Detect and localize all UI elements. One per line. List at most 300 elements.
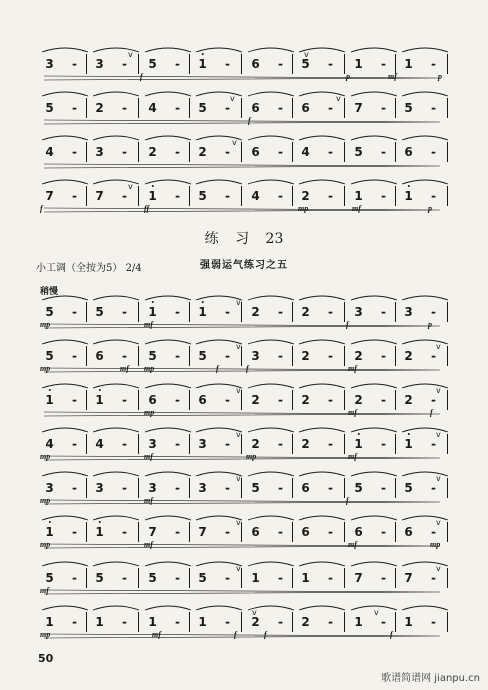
- note: 4: [148, 101, 157, 115]
- breath-mark: v: [128, 182, 133, 191]
- duration-dash: -: [72, 101, 77, 115]
- hairpin-lines: [44, 590, 440, 594]
- duration-dash: -: [381, 101, 386, 115]
- hairpin-lines: [44, 500, 440, 504]
- note: 3: [45, 481, 54, 495]
- duration-dash: -: [122, 571, 127, 585]
- dynamic-mark: ff: [144, 204, 150, 213]
- breath-mark: v: [436, 386, 441, 395]
- note: 7: [198, 525, 207, 539]
- note: 2: [301, 615, 310, 629]
- slur: [299, 296, 345, 300]
- note: 5: [404, 101, 413, 115]
- slur: [248, 516, 294, 520]
- exercise-subtitle: 强弱运气练习之五: [200, 260, 288, 271]
- duration-dash: -: [328, 393, 333, 407]
- slur-arcs: [36, 334, 448, 378]
- breath-mark: v: [236, 298, 241, 307]
- note: 2: [301, 437, 310, 451]
- note: 1: [148, 615, 157, 629]
- score-row: [36, 600, 448, 644]
- duration-dash: -: [381, 57, 386, 71]
- duration-dash: -: [431, 525, 436, 539]
- duration-dash: -: [431, 189, 436, 203]
- note: 3: [148, 481, 157, 495]
- breath-mark: v: [232, 138, 237, 147]
- note: 3: [95, 57, 104, 71]
- note: 5: [45, 349, 54, 363]
- slur: [145, 516, 191, 520]
- duration-dash: -: [381, 525, 386, 539]
- breath-mark: v: [304, 50, 309, 59]
- duration-dash: -: [381, 481, 386, 495]
- score-row: [36, 378, 448, 422]
- dynamic-mark: mf: [348, 408, 357, 417]
- note: 4: [251, 189, 260, 203]
- breath-mark: v: [436, 474, 441, 483]
- slur: [299, 516, 345, 520]
- duration-dash: -: [225, 571, 230, 585]
- note: 5: [95, 571, 104, 585]
- exercise-title: [0, 228, 488, 248]
- duration-dash: -: [328, 101, 333, 115]
- breath-mark: v: [230, 94, 235, 103]
- dynamic-mark: p: [346, 72, 350, 81]
- duration-dash: -: [381, 615, 386, 629]
- note: 1: [354, 189, 363, 203]
- duration-dash: -: [225, 615, 230, 629]
- duration-dash: -: [381, 189, 386, 203]
- note: 2: [251, 305, 260, 319]
- note: 6: [354, 525, 363, 539]
- dynamic-mark: mf: [144, 540, 153, 549]
- note: 1: [196, 305, 210, 319]
- slur: [42, 428, 88, 432]
- slur-arcs: [36, 130, 448, 174]
- note: 3: [198, 481, 207, 495]
- duration-dash: -: [381, 349, 386, 363]
- duration-dash: -: [72, 393, 77, 407]
- slur: [248, 428, 294, 432]
- note: 6: [95, 349, 104, 363]
- dynamic-mark: mf: [348, 452, 357, 461]
- duration-dash: -: [122, 57, 127, 71]
- note: 1: [196, 57, 210, 71]
- duration-dash: -: [381, 145, 386, 159]
- score-row: [36, 334, 448, 378]
- hairpin-lines: [44, 208, 440, 212]
- slur-arcs: [36, 600, 448, 644]
- slur: [93, 384, 139, 388]
- dynamic-mark: mf: [144, 452, 153, 461]
- dynamic-mark: f: [264, 630, 267, 639]
- tempo-marking: 稍慢: [40, 287, 59, 297]
- breath-mark: v: [236, 564, 241, 573]
- slur: [351, 92, 397, 96]
- slur: [93, 516, 139, 520]
- dynamic-mark: mf: [40, 586, 49, 595]
- score-row: [36, 556, 448, 600]
- slur: [248, 562, 294, 566]
- note: 4: [45, 145, 54, 159]
- slur: [196, 48, 242, 52]
- score-row: [36, 86, 448, 130]
- note: 1: [146, 189, 160, 203]
- duration-dash: -: [278, 305, 283, 319]
- note: 6: [251, 57, 260, 71]
- dynamic-mark: f: [248, 116, 251, 125]
- dynamic-mark: p: [428, 320, 432, 329]
- key-signature: [36, 259, 142, 274]
- dynamic-mark: mp: [246, 452, 257, 461]
- note: 7: [354, 571, 363, 585]
- note: 6: [198, 393, 207, 407]
- note: 6: [404, 525, 413, 539]
- dynamic-mark: mp: [430, 540, 441, 549]
- note: 2: [95, 101, 104, 115]
- note: 6: [301, 481, 310, 495]
- note: 2: [251, 393, 260, 407]
- note: 1: [301, 571, 310, 585]
- duration-dash: -: [225, 481, 230, 495]
- note: 5: [95, 305, 104, 319]
- duration-dash: -: [225, 101, 230, 115]
- note: 2: [404, 393, 413, 407]
- slur: [145, 340, 191, 344]
- duration-dash: -: [225, 437, 230, 451]
- duration-dash: -: [278, 145, 283, 159]
- breath-mark: v: [252, 608, 257, 617]
- note: 1: [45, 615, 54, 629]
- slur: [42, 340, 88, 344]
- slur-arcs: [36, 556, 448, 600]
- slur: [145, 180, 191, 184]
- note: 5: [404, 481, 413, 495]
- slur: [299, 384, 345, 388]
- watermark: 歌谱简谱网 jianpu.cn: [381, 673, 480, 684]
- slur: [93, 296, 139, 300]
- duration-dash: -: [225, 305, 230, 319]
- slur: [351, 48, 397, 52]
- slur: [402, 340, 448, 344]
- duration-dash: -: [72, 305, 77, 319]
- dynamic-mark: mp: [298, 204, 309, 213]
- dynamic-mark: p: [428, 204, 432, 213]
- note: 5: [198, 101, 207, 115]
- slur-arcs: [36, 378, 448, 422]
- slur: [42, 48, 88, 52]
- dynamic-mark: mf: [144, 320, 153, 329]
- note: 2: [301, 305, 310, 319]
- note: 1: [354, 615, 363, 629]
- note: 1: [43, 393, 57, 407]
- duration-dash: -: [381, 393, 386, 407]
- duration-dash: -: [431, 305, 436, 319]
- note: 3: [95, 481, 104, 495]
- duration-dash: -: [175, 57, 180, 71]
- slur: [402, 180, 448, 184]
- note: 5: [301, 57, 310, 71]
- hairpin-lines: [44, 324, 440, 328]
- slur: [351, 428, 397, 432]
- note: 3: [354, 305, 363, 319]
- dynamic-mark: f: [140, 72, 143, 81]
- slur: [248, 340, 294, 344]
- note: 1: [402, 437, 416, 451]
- slur: [145, 136, 191, 140]
- slur: [42, 516, 88, 520]
- dynamic-mark: mp: [40, 452, 51, 461]
- slur: [351, 516, 397, 520]
- duration-dash: -: [278, 437, 283, 451]
- slur: [248, 180, 294, 184]
- page-number: 50: [38, 652, 54, 665]
- slur: [402, 92, 448, 96]
- slur: [196, 92, 242, 96]
- slur: [248, 92, 294, 96]
- dynamic-mark: mp: [40, 496, 51, 505]
- slur: [93, 340, 139, 344]
- dynamic-mark: f: [216, 364, 219, 373]
- duration-dash: -: [175, 101, 180, 115]
- note: 5: [198, 349, 207, 363]
- note: 3: [404, 305, 413, 319]
- note: 5: [251, 481, 260, 495]
- slur: [299, 340, 345, 344]
- note: 5: [148, 571, 157, 585]
- duration-dash: -: [431, 349, 436, 363]
- slur: [402, 48, 448, 52]
- duration-dash: -: [381, 437, 386, 451]
- duration-dash: -: [278, 101, 283, 115]
- slur: [42, 92, 88, 96]
- duration-dash: -: [175, 393, 180, 407]
- slur: [248, 384, 294, 388]
- duration-dash: -: [278, 571, 283, 585]
- breath-mark: v: [236, 342, 241, 351]
- dynamic-mark: mf: [152, 630, 161, 639]
- duration-dash: -: [175, 349, 180, 363]
- note: 2: [301, 393, 310, 407]
- hairpin-lines: [44, 120, 440, 124]
- slur-arcs: [36, 42, 448, 86]
- slur: [351, 296, 397, 300]
- note: 1: [404, 615, 413, 629]
- duration-dash: -: [278, 525, 283, 539]
- note: 1: [251, 571, 260, 585]
- duration-dash: -: [122, 481, 127, 495]
- hairpin-lines: [44, 634, 440, 638]
- note: 2: [198, 145, 207, 159]
- duration-dash: -: [72, 571, 77, 585]
- duration-dash: -: [278, 349, 283, 363]
- note: 1: [93, 393, 107, 407]
- note: 6: [148, 393, 157, 407]
- note: 4: [301, 145, 310, 159]
- duration-dash: -: [278, 615, 283, 629]
- duration-dash: -: [122, 305, 127, 319]
- duration-dash: -: [225, 393, 230, 407]
- duration-dash: -: [431, 571, 436, 585]
- slur: [402, 428, 448, 432]
- slur: [145, 428, 191, 432]
- duration-dash: -: [328, 349, 333, 363]
- duration-dash: -: [431, 57, 436, 71]
- dynamic-mark: mp: [144, 408, 155, 417]
- breath-mark: v: [436, 564, 441, 573]
- slur-arcs: [36, 422, 448, 466]
- slur: [402, 136, 448, 140]
- slur: [145, 92, 191, 96]
- duration-dash: -: [328, 189, 333, 203]
- slur: [402, 516, 448, 520]
- dynamic-mark: mf: [388, 72, 397, 81]
- duration-dash: -: [328, 437, 333, 451]
- note: 6: [251, 525, 260, 539]
- duration-dash: -: [72, 525, 77, 539]
- duration-dash: -: [122, 189, 127, 203]
- slur: [145, 48, 191, 52]
- dynamic-mark: mf: [120, 364, 129, 373]
- score-row: [36, 290, 448, 334]
- slur: [402, 562, 448, 566]
- hairpin-lines: [44, 368, 440, 372]
- slur: [42, 384, 88, 388]
- slur: [93, 92, 139, 96]
- duration-dash: -: [122, 437, 127, 451]
- dynamic-mark: p: [438, 72, 442, 81]
- note: 2: [301, 189, 310, 203]
- exercise-title-text: 练 习: [204, 231, 256, 247]
- duration-dash: -: [122, 101, 127, 115]
- slur: [248, 472, 294, 476]
- slur: [196, 606, 242, 610]
- breath-mark: v: [436, 342, 441, 351]
- note: 6: [404, 145, 413, 159]
- score-row: [36, 422, 448, 466]
- duration-dash: -: [278, 57, 283, 71]
- slur: [93, 562, 139, 566]
- note: 5: [354, 481, 363, 495]
- slur: [351, 384, 397, 388]
- duration-dash: -: [72, 615, 77, 629]
- duration-dash: -: [72, 145, 77, 159]
- slur: [42, 472, 88, 476]
- duration-dash: -: [381, 571, 386, 585]
- score-row: [36, 130, 448, 174]
- duration-dash: -: [431, 393, 436, 407]
- duration-dash: -: [72, 349, 77, 363]
- note: 5: [354, 145, 363, 159]
- note: 6: [251, 101, 260, 115]
- duration-dash: -: [278, 481, 283, 495]
- breath-mark: v: [374, 608, 379, 617]
- note: 1: [146, 305, 160, 319]
- slur: [248, 296, 294, 300]
- duration-dash: -: [381, 305, 386, 319]
- note: 3: [198, 437, 207, 451]
- duration-dash: -: [122, 615, 127, 629]
- slur-arcs: [36, 466, 448, 510]
- note: 2: [251, 615, 260, 629]
- slur: [402, 384, 448, 388]
- slur: [299, 428, 345, 432]
- note: 5: [148, 57, 157, 71]
- note: 2: [404, 349, 413, 363]
- breath-mark: v: [236, 430, 241, 439]
- dynamic-mark: mf: [144, 496, 153, 505]
- key-signature-text: 小工调（全按为5）: [36, 263, 123, 274]
- duration-dash: -: [122, 525, 127, 539]
- hairpin-lines: [44, 456, 440, 460]
- score-row: [36, 466, 448, 510]
- breath-mark: v: [236, 386, 241, 395]
- duration-dash: -: [328, 57, 333, 71]
- note: 1: [95, 615, 104, 629]
- slur: [145, 606, 191, 610]
- duration-dash: -: [431, 437, 436, 451]
- slur: [402, 472, 448, 476]
- duration-dash: -: [431, 145, 436, 159]
- dynamic-mark: f: [390, 630, 393, 639]
- slur: [248, 136, 294, 140]
- note: 1: [198, 615, 207, 629]
- note: 6: [251, 145, 260, 159]
- slur: [145, 384, 191, 388]
- dynamic-mark: mp: [144, 364, 155, 373]
- note: 1: [93, 525, 107, 539]
- duration-dash: -: [278, 393, 283, 407]
- slur: [351, 340, 397, 344]
- slur: [93, 472, 139, 476]
- breath-mark: v: [436, 430, 441, 439]
- duration-dash: -: [122, 145, 127, 159]
- note: 5: [45, 101, 54, 115]
- slur: [93, 428, 139, 432]
- note: 1: [354, 57, 363, 71]
- duration-dash: -: [328, 481, 333, 495]
- duration-dash: -: [328, 145, 333, 159]
- note: 1: [43, 525, 57, 539]
- hairpin-lines: [44, 76, 440, 80]
- slur: [42, 562, 88, 566]
- slur: [93, 136, 139, 140]
- breath-mark: v: [236, 474, 241, 483]
- slur-arcs: [36, 510, 448, 554]
- slur: [145, 472, 191, 476]
- slur: [402, 296, 448, 300]
- hairpin-lines: [44, 412, 440, 416]
- note: 2: [251, 437, 260, 451]
- note: 7: [354, 101, 363, 115]
- slur: [145, 562, 191, 566]
- note: 7: [148, 525, 157, 539]
- duration-dash: -: [431, 615, 436, 629]
- duration-dash: -: [225, 525, 230, 539]
- slur: [299, 136, 345, 140]
- slur-arcs: [36, 86, 448, 130]
- duration-dash: -: [225, 189, 230, 203]
- duration-dash: -: [175, 305, 180, 319]
- slur: [351, 136, 397, 140]
- slur: [145, 296, 191, 300]
- dynamic-mark: f: [346, 496, 349, 505]
- note: 3: [251, 349, 260, 363]
- duration-dash: -: [122, 393, 127, 407]
- duration-dash: -: [175, 189, 180, 203]
- dynamic-mark: mf: [348, 540, 357, 549]
- duration-dash: -: [431, 481, 436, 495]
